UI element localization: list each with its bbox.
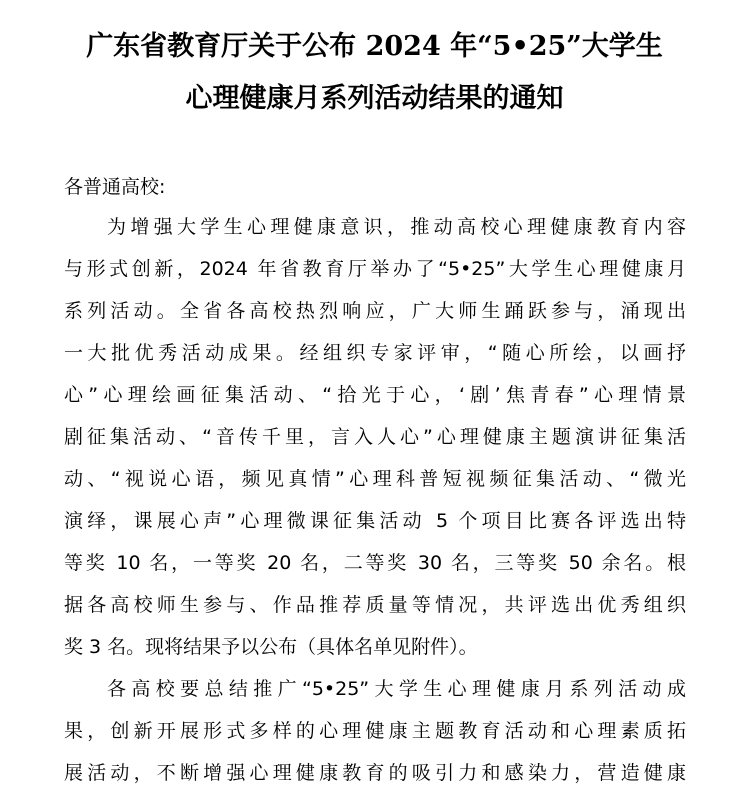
document-title-line-1: 广东省教育厅关于公布 2024 年“5•25”大学生 [86,31,663,62]
paragraph-2-line: 各高校要总结推广“5•25”大学生心理健康月系列活动成 [107,678,686,700]
paragraph-1-line: 为增强大学生心理健康意识，推动高校心理健康教育内容 [107,216,686,238]
paragraph-1-line: 系列活动。全省各高校热烈响应，广大师生踊跃参与，涌现出 [64,300,686,322]
paragraph-2-line: 果，创新开展形式多样的心理健康主题教育活动和心理素质拓 [64,720,686,742]
document-title-line-2: 心理健康月系列活动结果的通知 [185,83,564,114]
paragraph-1-line: 剧征集活动、“音传千里，言入人心”心理健康主题演讲征集活 [64,426,686,448]
paragraph-1-line: 据各高校师生参与、作品推荐质量等情况，共评选出优秀组织 [64,594,686,616]
paragraph-1-line: 一大批优秀活动成果。经组织专家评审，“随心所绘，以画抒 [64,342,686,364]
paragraph-1-line: 等奖 10 名，一等奖 20 名，二等奖 30 名，三等奖 50 余名。根 [64,552,686,574]
paragraph-1-line: 奖 3 名。现将结果予以公布（具体名单见附件）。 [64,636,478,658]
salutation: 各普通高校: [64,176,166,198]
paragraph-1-line: 心”心理绘画征集活动、“拾光于心，‘剧’焦青春”心理情景 [64,384,686,406]
paragraph-1-line: 演绎，课展心声”心理微课征集活动 5 个项目比赛各评选出特 [64,510,686,532]
paragraph-2-line: 展活动，不断增强心理健康教育的吸引力和感染力，营造健康 [64,762,686,784]
paragraph-1-line: 动、“视说心语，频见真情”心理科普短视频征集活动、“微光 [64,468,686,490]
paragraph-1-line: 与形式创新，2024 年省教育厅举办了“5•25”大学生心理健康月 [64,258,686,280]
